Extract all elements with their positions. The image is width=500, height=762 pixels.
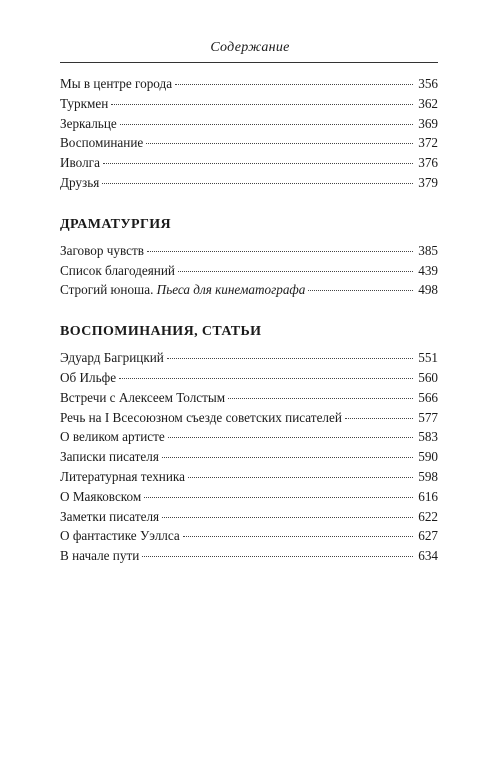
page-number: 439	[418, 262, 438, 278]
entry-title-text: Заметки писателя	[60, 508, 160, 524]
entry-title	[60, 280, 305, 300]
entry-title	[60, 368, 116, 388]
page-number: 577	[418, 409, 438, 425]
dot-leader	[119, 378, 413, 379]
entry-title	[60, 507, 159, 527]
entry-title	[60, 114, 117, 134]
entry-title	[60, 447, 159, 467]
page-number: 372	[418, 135, 438, 151]
page-number: 379	[418, 174, 438, 190]
toc-entry	[60, 526, 438, 546]
entry-title	[60, 94, 108, 114]
page-number: 560	[418, 369, 438, 385]
entry-title-text: Эдуард Багрицкий	[60, 350, 164, 366]
header-rule	[60, 62, 438, 63]
toc-entry	[60, 133, 438, 153]
dot-leader	[103, 163, 413, 164]
page-number: 627	[418, 528, 438, 544]
toc-entry	[60, 388, 438, 408]
entry-title	[60, 526, 180, 546]
entry-title-text: Речь на I Всесоюзном съезде советских писателей	[60, 409, 342, 425]
entry-title-text: Литературная техника	[60, 468, 185, 484]
entry-title	[60, 241, 144, 261]
toc-entry	[60, 173, 438, 193]
entry-title	[60, 348, 164, 368]
section-heading: ВОСПОМИНАНИЯ, СТАТЬИ	[60, 324, 262, 340]
entry-title-text: Иволга	[60, 155, 100, 171]
toc-entry	[60, 94, 438, 114]
entry-title-text: Встречи с Алексеем Толстым	[60, 389, 226, 405]
entry-title	[60, 173, 99, 193]
toc-entry	[60, 241, 438, 261]
entry-title-text: Туркмен	[60, 95, 109, 111]
toc-section	[60, 322, 438, 566]
page-number: 598	[418, 468, 438, 484]
toc-entry	[60, 280, 438, 300]
dot-leader	[188, 477, 413, 478]
dot-leader	[183, 536, 413, 537]
entry-title	[60, 153, 100, 173]
dot-leader	[162, 457, 413, 458]
entry-title	[60, 427, 165, 447]
toc-section	[60, 74, 438, 193]
page-number: 385	[418, 242, 438, 258]
page-number: 634	[418, 548, 438, 564]
entry-title	[60, 133, 143, 153]
dot-leader	[144, 497, 413, 498]
page-number: 616	[418, 488, 438, 504]
dot-leader	[142, 556, 413, 557]
dot-leader	[178, 271, 413, 272]
toc-entry	[60, 467, 438, 487]
entry-title-text: Воспоминание	[60, 135, 144, 151]
entry-title-text: Записки писателя	[60, 449, 159, 465]
entry-title-text: Об Ильфе	[60, 369, 117, 385]
dot-leader	[111, 104, 413, 105]
dot-leader	[147, 251, 413, 252]
entry-title-text: О фантастике Уэллса	[60, 528, 180, 544]
dot-leader	[167, 358, 413, 359]
page-number: 498	[418, 282, 438, 298]
dot-leader	[102, 183, 413, 184]
toc-entry	[60, 487, 438, 507]
page-number: 551	[418, 350, 438, 366]
entry-title-text: Список благодеяний	[60, 262, 175, 278]
entry-title	[60, 74, 172, 94]
page-number: 362	[418, 95, 438, 111]
dot-leader	[162, 517, 413, 518]
entry-title	[60, 408, 342, 428]
page-number: 583	[418, 429, 438, 445]
entry-title-text: О великом артисте	[60, 429, 165, 445]
toc-entry	[60, 408, 438, 428]
page-number: 369	[418, 115, 438, 131]
entry-title-text: Заговор чувств	[60, 242, 144, 258]
toc-entry	[60, 348, 438, 368]
entry-title-text: О Маяковском	[60, 488, 142, 504]
toc-entry	[60, 546, 438, 566]
page-number: 376	[418, 155, 438, 171]
dot-leader	[345, 418, 413, 419]
entry-title	[60, 261, 175, 281]
entry-title-text: Строгий юноша.	[60, 282, 154, 298]
table-of-contents	[60, 74, 438, 566]
toc-entry	[60, 447, 438, 467]
toc-entry	[60, 74, 438, 94]
entry-title	[60, 467, 185, 487]
page-number: 356	[418, 76, 438, 91]
section-heading: ДРАМАТУРГИЯ	[60, 216, 172, 232]
dot-leader	[228, 398, 413, 399]
entry-subtitle: Пьеса для кинематографа	[156, 282, 306, 298]
entry-title-text: В начале пути	[60, 548, 140, 564]
dot-leader	[308, 290, 413, 291]
toc-entry	[60, 368, 438, 388]
dot-leader	[146, 143, 413, 144]
entry-title	[60, 487, 141, 507]
toc-entry	[60, 114, 438, 134]
page-number: 590	[418, 449, 438, 465]
entry-title-text: Зеркальце	[60, 115, 117, 131]
toc-entry	[60, 427, 438, 447]
dot-leader	[175, 84, 413, 85]
page-number: 566	[418, 389, 438, 405]
page-number: 622	[418, 508, 438, 524]
dot-leader	[120, 124, 413, 125]
entry-title	[60, 546, 139, 566]
toc-entry	[60, 261, 438, 281]
entry-title-text: Мы в центре города	[60, 76, 173, 91]
entry-title-text: Друзья	[60, 174, 100, 190]
entry-title	[60, 388, 225, 408]
dot-leader	[168, 437, 413, 438]
running-head: Содержание	[210, 40, 290, 55]
toc-entry	[60, 507, 438, 527]
toc-section	[60, 215, 438, 300]
toc-entry	[60, 153, 438, 173]
